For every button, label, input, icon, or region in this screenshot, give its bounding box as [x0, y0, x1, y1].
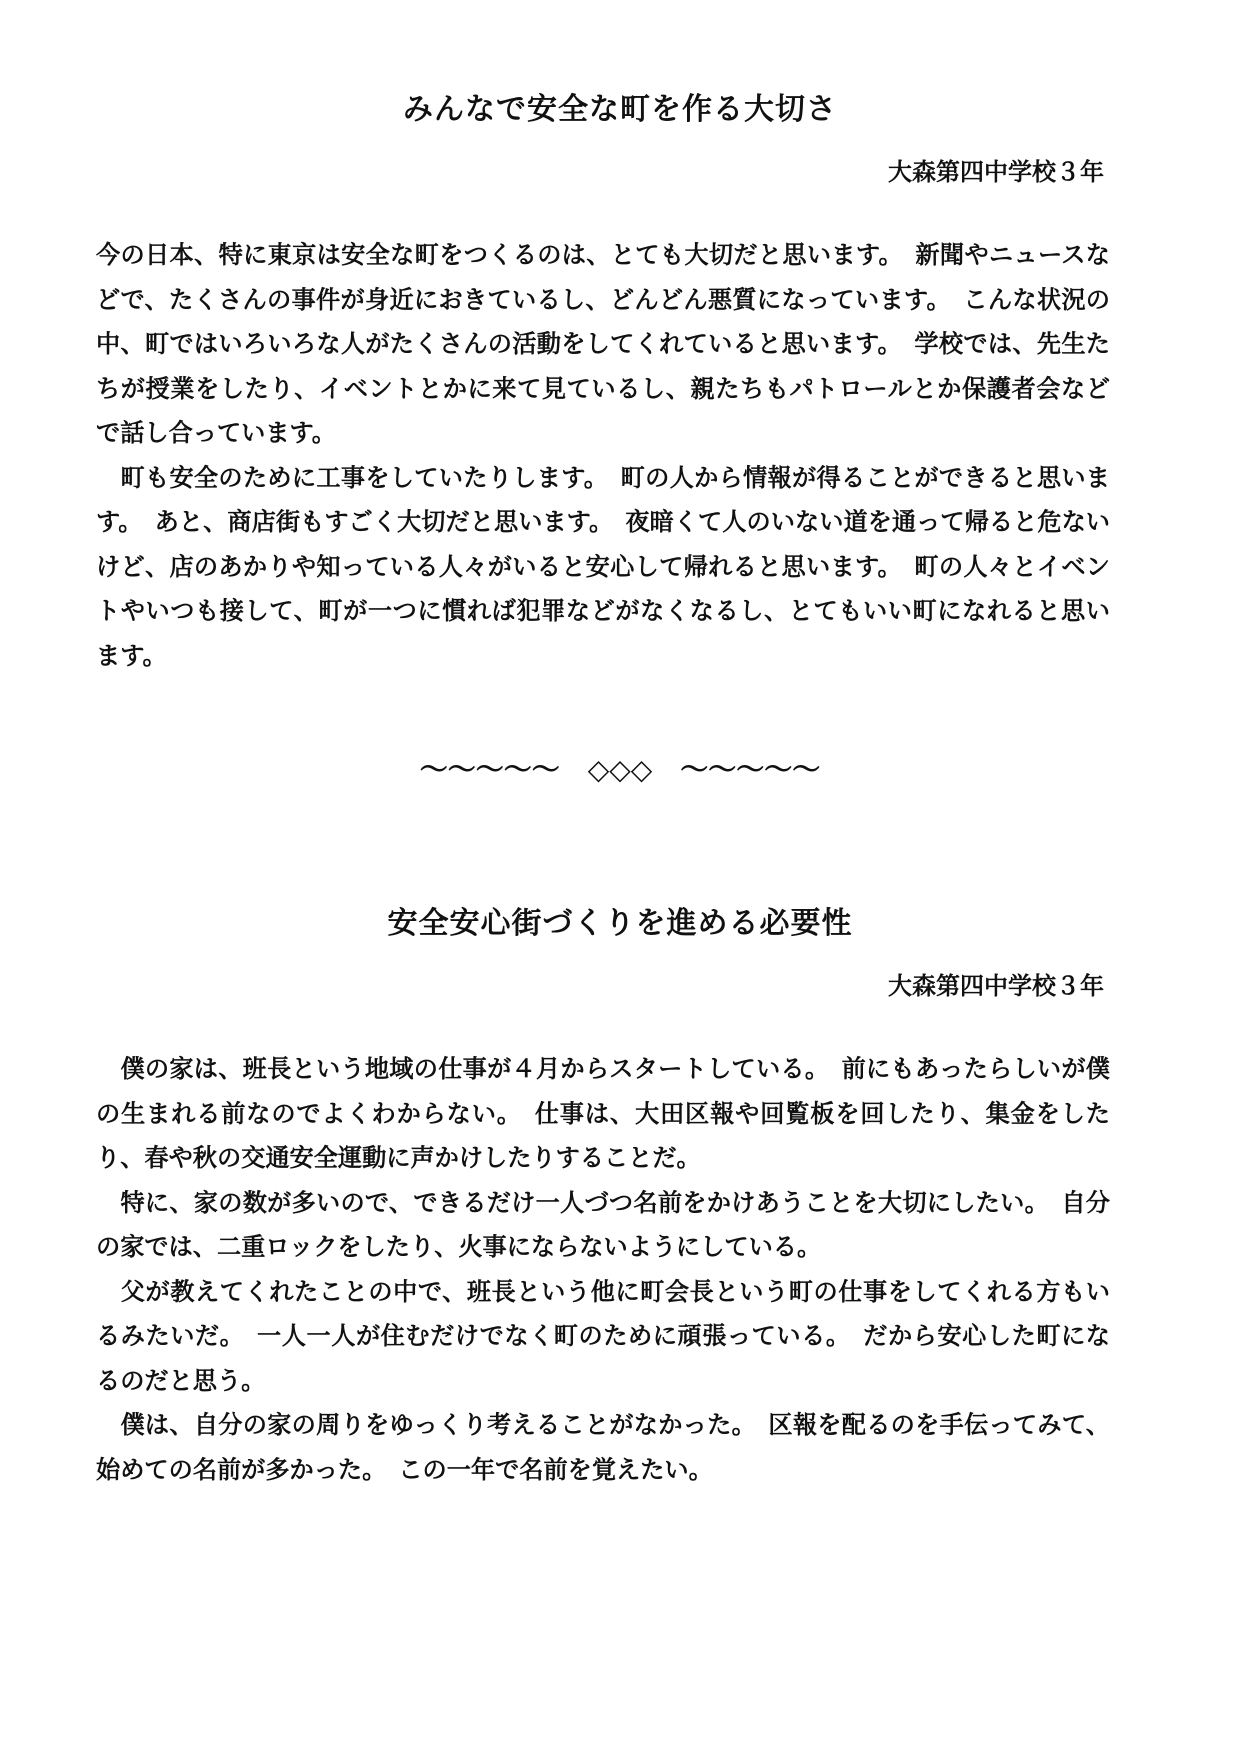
essay-1-body [96, 233, 1110, 678]
essay-2-paragraph: 僕は、自分の家の周りをゆっくり考えることがなかった。 区報を配るのを手伝ってみて、始めての名前が多かった。 この一年で名前を覚えたい。 [96, 1411, 1110, 1484]
essay-2-paragraph: 父が教えてくれたことの中で、班長という他に町会長という町の仕事をしてくれる方もいるみたいだ。 一人一人が住むだけでなく町のために頑張っている。 だから安心した町になるのだと思う。 [96, 1277, 1110, 1395]
essay-2-body [96, 1047, 1110, 1492]
essay-2-title: 安全安心街づくりを進める必要性 [387, 906, 853, 941]
essay-1-paragraph: 町も安全のために工事をしていたりします。 町の人から情報が得ることができると思います。 あと、商店街もすごく大切だと思います。 夜暗くて人のいない道を通って帰ると危ないけど、店のあかりや知っている人々がいると安心して帰れると思います。 町の人々とイベントやいつも接して、町が一つに慣れば犯罪などがなくなるし、とてもいい町になれると思います。 [96, 463, 1110, 670]
essay-2-paragraph: 僕の家は、班長という地域の仕事が４月からスタートしている。 前にもあったらしいが僕の生まれる前なのでよくわからない。 仕事は、大田区報や回覧板を回したり、集金をしたり、春や秋の交通安全運動に声かけしたりすることだ。 [96, 1055, 1110, 1172]
section-separator: ～～～～～ ◇◇◇ ～～～～～ [419, 753, 821, 786]
essay-1-author: 大森第四中学校３年 [888, 158, 1104, 186]
essay-2-paragraph: 特に、家の数が多いので、できるだけ一人づつ名前をかけあうことを大切にしたい。 自分の家では、二重ロックをしたり、火事にならないようにしている。 [96, 1188, 1110, 1261]
essay-1-title: みんなで安全な町を作る大切さ [403, 92, 837, 127]
essay-1-paragraph: 今の日本、特に東京は安全な町をつくるのは、とても大切だと思います。 新聞やニュースなどで、たくさんの事件が身近におきているし、どんどん悪質になっています。 こんな状況の中、町ではいろいろな人がたくさんの活動をしてくれていると思います。 学校では、先生たちが授業をしたり、イベントとかに来て見ているし、親たちもパトロールとか保護者会などで話し合っています。 [96, 241, 1110, 447]
essay-2-author: 大森第四中学校３年 [888, 972, 1104, 1000]
